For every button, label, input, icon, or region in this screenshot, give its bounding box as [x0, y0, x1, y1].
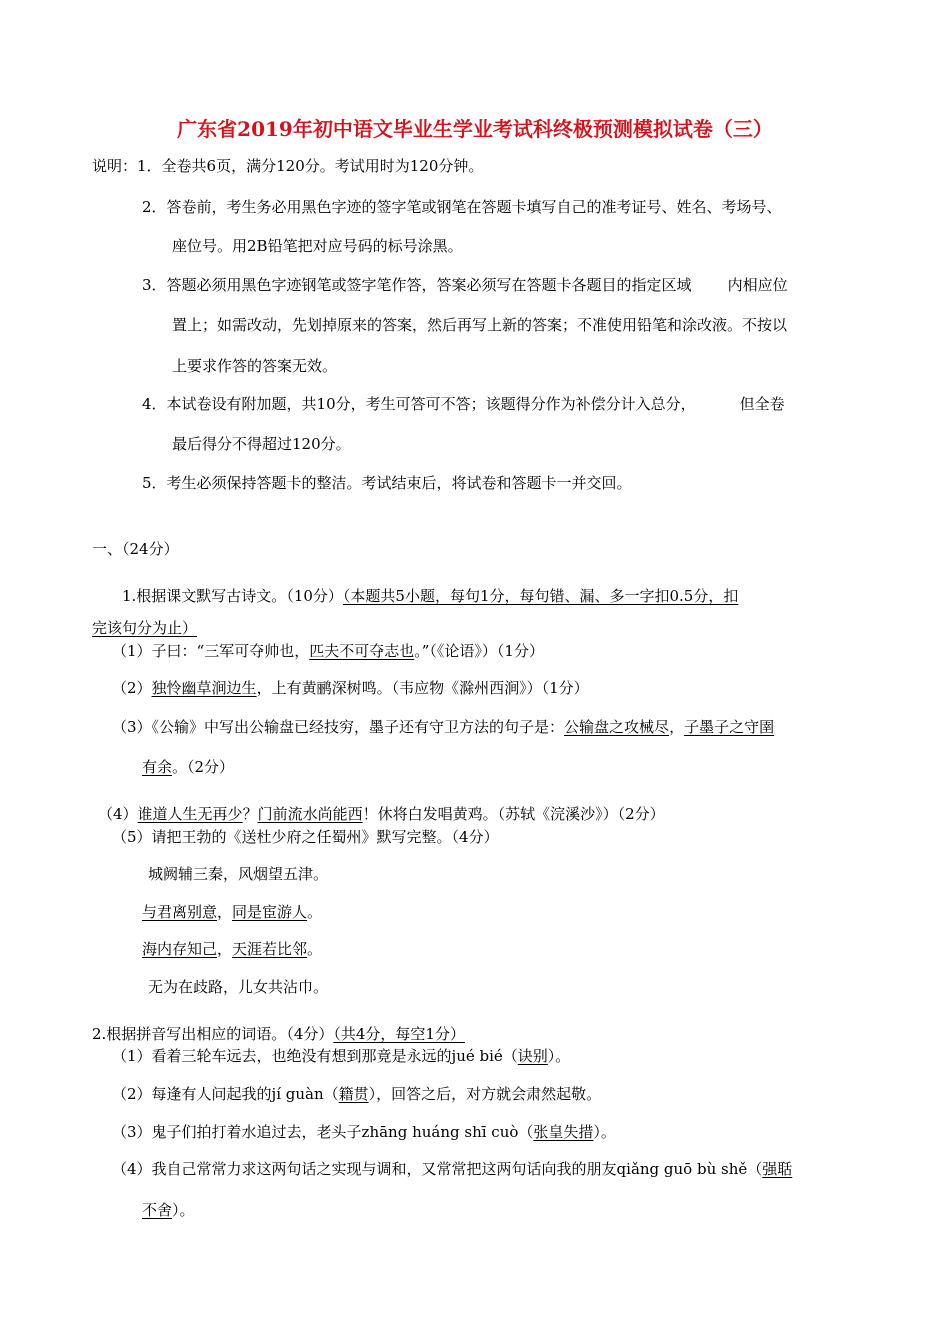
section-heading: 一、（24分）: [92, 540, 179, 558]
q1-item-5: （5）请把王勃的《送杜少府之任蜀州》默写完整。（4分）: [112, 828, 499, 846]
poem-line-1: 城阙辅三秦，风烟望五津。: [148, 865, 329, 883]
question-1-stem: 1.根据课文默写古诗文。（10分）（本题共5小题，每句1分，每句错、漏、多一字扣0.5分，扣: [122, 587, 739, 605]
q1-item-3-cont: 有余。（2分）: [142, 758, 235, 776]
question-2-stem: 2.根据拼音写出相应的词语。（4分）（共4分，每空1分）: [92, 1025, 465, 1043]
question-1-note-cont: 完该句分为止）: [92, 619, 198, 637]
instruction-2-line-1: 2．答卷前，考生务必用黑色字迹的签字笔或钢笔在答题卡填写自己的准考证号、姓名、考场号、: [142, 198, 782, 216]
instruction-4-line-2: 最后得分不得超过120分。: [172, 435, 351, 453]
q2-item-3: （3）鬼子们拍打着水追过去，老头子zhāng huáng shī cuò（张皇失措）。: [112, 1123, 616, 1141]
instruction-3-line-3: 上要求作答的答案无效。: [172, 357, 338, 375]
page-title: 广东省2019年初中语文毕业生学业考试科终极预测模拟试卷（三）: [177, 117, 773, 141]
instruction-1: 说明：1．全卷共6页，满分120分。考试用时为120分钟。: [92, 157, 484, 175]
q1-item-2: （2）独怜幽草涧边生，上有黄鹂深树鸣。（韦应物《滁州西涧》）（1分）: [112, 679, 589, 697]
q2-item-2: （2）每逢有人问起我的jí guàn（籍贯），回答之后，对方就会肃然起敬。: [112, 1085, 602, 1103]
poem-line-3: 海内存知己，天涯若比邻。: [142, 940, 323, 958]
instruction-2-line-2: 座位号。用2B铅笔把对应号码的标号涂黑。: [172, 237, 463, 255]
instruction-3-line-2: 置上；如需改动，先划掉原来的答案，然后再写上新的答案；不准使用铅笔和涂改液。不按以: [172, 316, 788, 334]
poem-line-4: 无为在歧路，儿女共沾巾。: [148, 978, 329, 996]
q1-item-1: （1）子曰：“三军可夺帅也，匹夫不可夺志也。”（《论语》）（1分）: [112, 642, 544, 660]
instruction-4-line-1: 4．本试卷设有附加题，共10分，考生可答可不答；该题得分作为补偿分计入总分， 但全卷: [142, 395, 785, 413]
q2-item-4-cont: 不舍）。: [142, 1201, 195, 1219]
instruction-3-line-1: 3．答题必须用黑色字迹钢笔或签字笔作答，答案必须写在答题卡各题目的指定区域 内相应位: [142, 276, 788, 294]
q2-item-1: （1）看着三轮车远去，也绝没有想到那竟是永远的jué bié（诀别）。: [112, 1047, 571, 1065]
poem-line-2: 与君离别意，同是宦游人。: [142, 903, 323, 921]
q2-item-4: （4）我自己常常力求这两句话之实现与调和，又常常把这两句话向我的朋友qiǎng guō bù shě（强聒: [112, 1160, 793, 1178]
instruction-5: 5．考生必须保持答题卡的整洁。考试结束后，将试卷和答题卡一并交回。: [142, 474, 632, 492]
q1-item-4: （4）谁道人生无再少？门前流水尚能西！休将白发唱黄鸡。（苏轼《浣溪沙》）（2分）: [98, 805, 665, 823]
q1-item-3: （3）《公输》中写出公输盘已经技穷，墨子还有守卫方法的句子是：公输盘之攻械尽，子墨子之守圉: [112, 718, 775, 736]
